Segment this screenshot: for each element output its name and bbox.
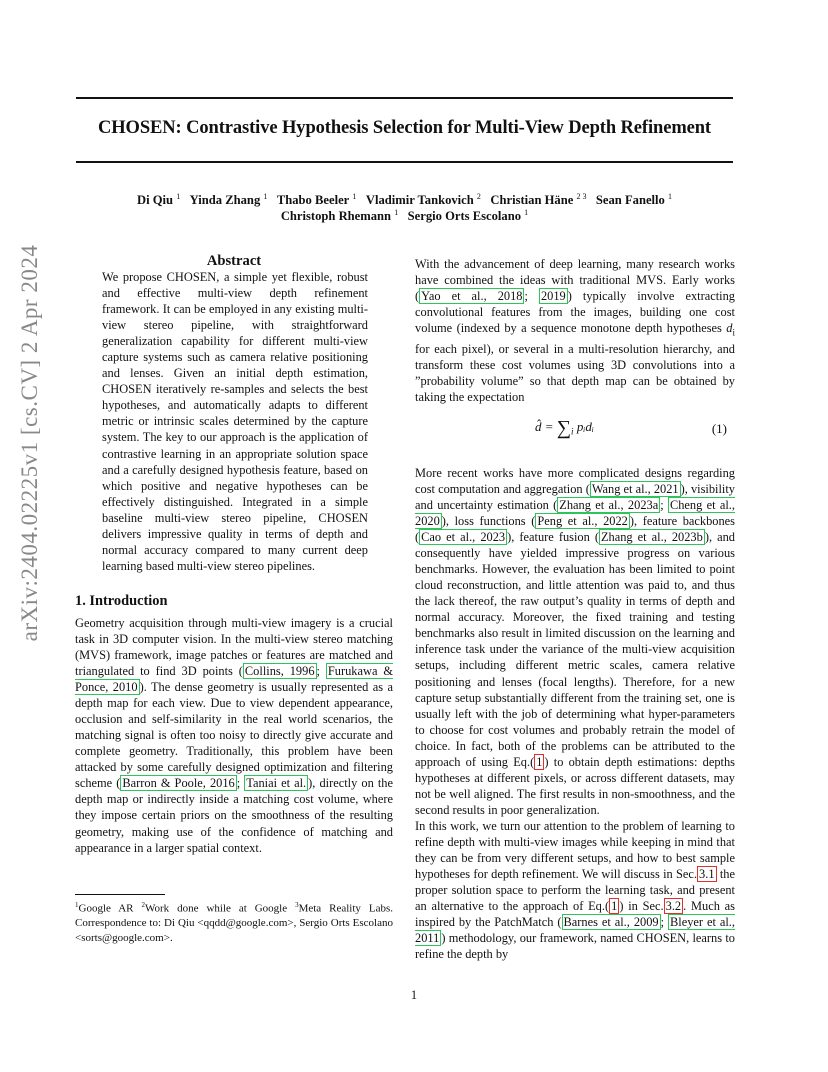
page-number: 1 [410,988,418,1002]
citation-link[interactable]: Cao et al., 2023 [421,530,506,545]
citation-link[interactable]: Collins, 1996 [244,664,315,679]
author-name: Christian Häne [490,193,577,208]
equation-number: (1) [711,420,727,436]
citation-link[interactable]: Furukawa & Ponce, 2010 [75,664,393,695]
equation-reference-link[interactable]: 1 [536,754,543,769]
citation-link[interactable]: Barnes et al., 2009 [563,915,659,930]
citation-link[interactable]: Peng et al., 2022 [537,514,628,529]
author-affiliation: 1 [394,208,399,217]
citation-link[interactable]: Cheng et al., 2020 [415,497,736,529]
author-name: Yinda Zhang [189,193,264,208]
author-affiliation: 1 [176,192,181,201]
citation-link[interactable]: Zhang et al., 2023b [600,530,703,545]
author-affiliation: 2 [476,192,481,201]
abstract-heading: Abstract [206,253,262,269]
section-heading-introduction: 1. Introduction [75,592,168,609]
right-paragraph-2: More recent works have more complicated designs regarding cost computation and aggregation ( Wang et al., 2021 ), visibility and uncertainty estimation ( Zhang et al., 2023a ; Cheng et al., 2020 ), loss functions ( Peng et al., 2022 ), feature backbones ( Cao et al., 2023 ), feature fusion ( Zhang et al., 2023b ), and consequently have yielded impressive progress on various benchmarks. However, the evaluation has been limited to point cloud reconstruction, and little attention was paid to, and thus the lack thereof, the raw output’s quality in terms of depth and normal accuracy. Moreover, the fixed training and testing benchmarks also result in limited discussion on the learning and inference task under the variance of the multi-view acquisition setups, including different metric scales, camera relative positioning and lenses (focal lengths). Therefore, for a new capture setup substantially different from the training set, one is usually left with the job of determining what hyper-parameters to choose for cost volumes and probably retrain the model of choice. In fact, both of the problems can be attributed to the approach of using Eq.( 1 ) to obtain depth estimations: depths hypotheses at different pixels, or across different datasets, may not be well aligned. The first results in non-smoothness, and the second results in poor generalization. [415,465,736,817]
author-name: Thabo Beeler [276,193,353,208]
paper-title: CHOSEN: Contrastive Hypothesis Selection for Multi-View Depth Refinement [97,118,711,138]
citation-link[interactable]: Barron & Poole, 2016 [122,776,235,791]
author-name: Di Qiu [137,193,177,208]
right-paragraph-1: With the advancement of deep learning, many research works have combined the ideas with traditional MVS. Early works ( Yao et al., 2018 ; 2019 ) typically involve extracting convolutional features from the images, building one cost volume (indexed by a sequence monotone depth hypotheses $d_i$ for each pixel), or several in a multi-resolution hierarchy, and transform these cost volumes using 3D convolutions into a ”probability volume” so that depth map can be obtained by taking the expectation [415,257,735,404]
author-affiliation: 1 [524,208,529,217]
intro-paragraph: Geometry acquisition through multi-view imagery is a crucial task in 3D computer vision. In the multi-view stereo matching (MVS) framework, image patches or features are matched and triangulated to find 3D points ( Collins, 1996 ; Furukawa & Ponce, 2010 ). The dense geometry is usually represented as a depth map for each view. Due to view dependent appearance, occlusion and self-similarity in the real world scenarios, the matching signal is often too noisy to directly give accurate and complete geometry. Traditionally, this problem have been attacked by some carefully designed optimization and filtering scheme ( Barron & Poole, 2016 ; Taniai et al. ), directly on the depth map or indirectly inside a matching cost volume, where they impose certain priors on the smoothness of the resulting geometry, making use of the confidence of matching and appearance in a larger spatial context. [75,615,393,855]
equation-body: d̂ = $\sum_i$ pᵢdᵢ [535,416,594,439]
left-column [75,253,393,856]
author-name: Sergio Orts Escolano [407,209,525,224]
abstract-text: We propose CHOSEN, a simple yet flexible, robust and effective multi-view depth refinement framework. It can be employed in any existing multi-view stereo pipeline, with straightforward generalization capability for different multi-view capture systems such as camera relative positioning and lenses. Given an initial depth estimation, CHOSEN iteratively re-samples and selects the best hypotheses, and automatically adapts to different metric or intrinsic scales determined by the capture system. The key to our approach is the application of contrastive learning in an appropriate solution space and a carefully designed hypothesis feature, based on which positive and negative hypotheses can be effectively distinguished. Integrated in a simple baseline multi-view stereo pipeline, CHOSEN delivers impressive quality in terms of depth and normal accuracy compared to many current deep learning based multi-view stereo pipelines. [102,270,368,573]
author-list-line-2 [76,208,733,224]
citation-link[interactable]: 2019 [540,289,566,304]
citation-link[interactable]: Wang et al., 2021 [591,481,679,496]
equation-1 [415,411,735,455]
author-name: Vladimir Tankovich [365,193,477,208]
right-column [415,256,735,962]
author-affiliation: 1 [667,192,672,201]
author-affiliation: 2 3 [576,192,587,201]
author-name: Sean Fanello [595,193,668,208]
author-name: Christoph Rhemann [280,209,395,224]
citation-link[interactable]: Bleyer et al., 2011 [415,915,735,946]
title-bottom-rule [76,161,733,163]
arxiv-stamp: arXiv:2404.02225v1 [cs.CV] 2 Apr 2024 [17,244,42,642]
author-affiliation: 1 [263,192,268,201]
citation-link[interactable]: Zhang et al., 2023a [559,497,659,512]
footnote: $^1$Google AR $^2$Work done while at Google $^3$Meta Reality Labs. Correspondence to: Di Qiu <qqdd@google.com>, Sergio Orts Escolano <sorts@google.com>. [75,898,393,945]
citation-link[interactable]: Taniai et al. [246,776,307,791]
equation-reference-link[interactable]: 1 [611,899,618,914]
section-reference-link[interactable]: 3.2 [665,899,682,914]
section-reference-link[interactable]: 3.1 [699,867,715,882]
citation-link[interactable]: Yao et al., 2018 [421,289,523,304]
author-list-line-1 [76,192,733,208]
footnote-rule [75,894,165,895]
top-rule [76,97,733,99]
author-affiliation: 1 [352,192,357,201]
right-paragraph-3: In this work, we turn our attention to the problem of learning to refine depth with multi-view images while keeping in mind that they can be from very different setups, and how to best sample hypotheses for depth refinement. We will discuss in Sec. 3.1 the proper solution space to perform the learning task, and present an alternative to the approach of Eq.( 1 ) in Sec. 3.2 . Much as inspired by the PatchMatch ( Barnes et al., 2009 ; Bleyer et al., 2011 ) methodology, our framework, named CHOSEN, learns to refine the depth by [415,818,735,962]
